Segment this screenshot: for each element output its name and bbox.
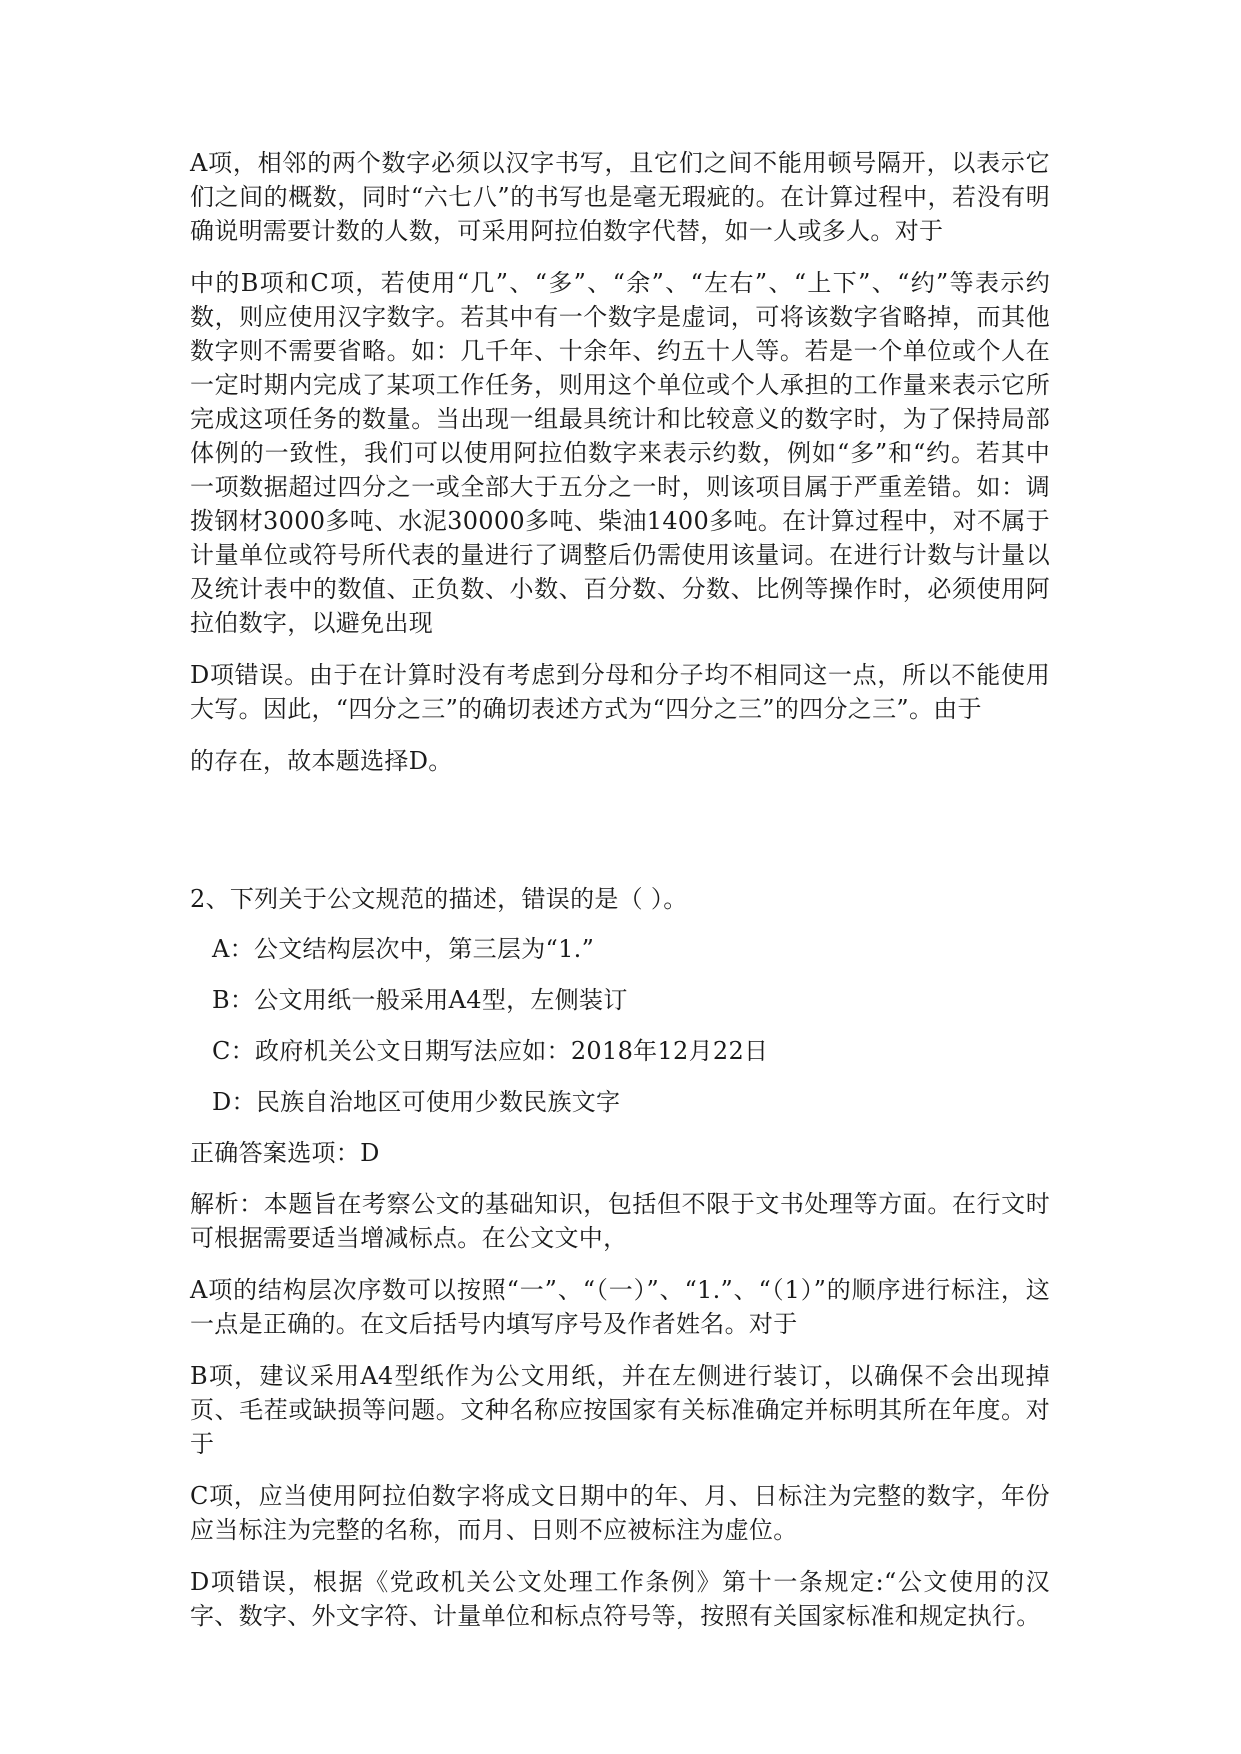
paragraph-option-bc-explanation: 中的B项和C项，若使用“几”、“多”、“余”、“左右”、“上下”、“约”等表示约数，则应使用汉字数字。若其中有一个数字是虚词，可将该数字省略掉，而其他数字则不需要省略。如：几千年、十余年、约五十人等。若是一个单位或个人在一定时期内完成了某项工作任务，则用这个单位或个人承担的工作量来表示它所完成这项任务的数量。当出现一组最具统计和比较意义的数字时，为了保持局部体例的一致性，我们可以使用阿拉伯数字来表示约数，例如“多”和“约。若其中一项数据超过四分之一或全部大于五分之一时，则该项目属于严重差错。如：调拨钢材3000多吨、水泥30000多吨、柴油1400多吨。在计算过程中，对不属于计量单位或符号所代表的量进行了调整后仍需使用该量词。在进行计数与计量以及统计表中的数值、正负数、小数、百分数、分数、比例等操作时，必须使用阿拉伯数字，以避免出现 xyxy=(190,269,1050,637)
question-stem: 2、下列关于公文规范的描述，错误的是（ ）。 xyxy=(190,885,688,913)
analysis-option-b: B项，建议采用A4型纸作为公文用纸，并在左侧进行装订，以确保不会出现掉页、毛茬或缺损等问题。文种名称应按国家有关标准确定并标明其所在年度。对于 xyxy=(190,1362,1050,1458)
paragraph-conclusion: 的存在，故本题选择D。 xyxy=(190,747,453,775)
paragraph-option-d-explanation: D项错误。由于在计算时没有考虑到分母和分子均不相同这一点，所以不能使用大写。因此，“四分之三”的确切表述方式为“四分之三”的四分之三”。由于 xyxy=(190,661,1050,723)
answer-option-b: B：公文用纸一般采用A4型，左侧装订 xyxy=(212,986,628,1014)
section-spacer xyxy=(190,778,1050,882)
answer-option-c: C：政府机关公文日期写法应如：2018年12月22日 xyxy=(212,1037,769,1065)
correct-answer: 正确答案选项：D xyxy=(190,1139,380,1167)
document-content xyxy=(190,146,1050,1651)
analysis-intro: 解析：本题旨在考察公文的基础知识，包括但不限于文书处理等方面。在行文时可根据需要适当增减标点。在公文文中， xyxy=(190,1190,1050,1252)
paragraph-option-a-explanation: A项，相邻的两个数字必须以汉字书写，且它们之间不能用顿号隔开，以表示它们之间的概数，同时“六七八”的书写也是毫无瑕疵的。在计算过程中，若没有明确说明需要计数的人数，可采用阿拉伯数字代替，如一人或多人。对于 xyxy=(190,149,1050,245)
analysis-option-d: D项错误，根据《党政机关公文处理工作条例》第十一条规定:“公文使用的汉字、数字、外文字符、计量单位和标点符号等，按照有关国家标准和规定执行。 xyxy=(190,1568,1050,1630)
analysis-option-c: C项，应当使用阿拉伯数字将成文日期中的年、月、日标注为完整的数字，年份应当标注为完整的名称，而月、日则不应被标注为虚位。 xyxy=(190,1482,1050,1544)
answer-option-d: D：民族自治地区可使用少数民族文字 xyxy=(212,1088,621,1116)
answer-option-a: A：公文结构层次中，第三层为“1.” xyxy=(212,935,595,963)
analysis-option-a: A项的结构层次序数可以按照“一”、“（一）”、“1.”、“（1）”的顺序进行标注，这一点是正确的。在文后括号内填写序号及作者姓名。对于 xyxy=(190,1276,1050,1338)
